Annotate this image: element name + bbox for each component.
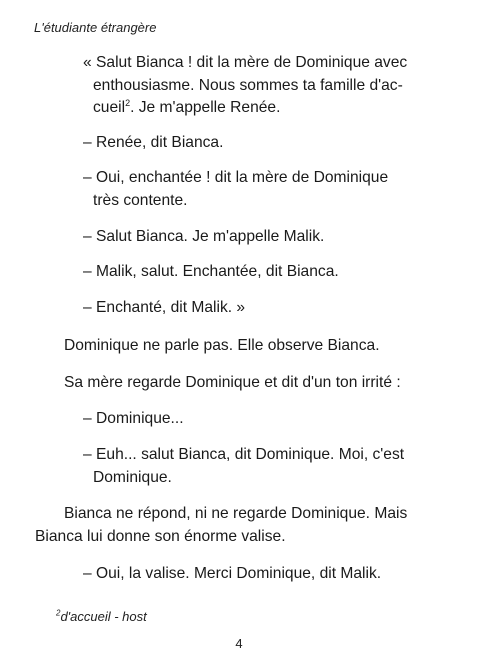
paragraph-narration <box>64 372 401 395</box>
text-fragment: . Je m'appelle Renée. <box>130 99 281 116</box>
footnote-text: d'accueil - host <box>60 609 147 624</box>
text-line: très contente. <box>93 191 188 209</box>
text-line: – Renée, dit Bianca. <box>83 134 224 151</box>
footnote <box>56 609 147 624</box>
footnote-marker: 2 <box>56 608 61 618</box>
page-number: 4 <box>235 636 243 651</box>
text-line: Sa mère regarde Dominique et dit d'un ton irrité : <box>64 374 401 391</box>
paragraph-dialogue <box>83 408 184 431</box>
text-line: enthousiasme. Nous sommes ta famille d'ac- <box>93 76 403 94</box>
paragraph-dialogue <box>83 444 404 489</box>
text-line: Bianca lui donne son énorme valise. <box>35 527 286 545</box>
text-line: « Salut Bianca ! dit la mère de Dominique avec <box>83 54 408 71</box>
text-line: – Malik, salut. Enchantée, dit Bianca. <box>83 263 339 280</box>
text-line: – Dominique... <box>83 410 184 427</box>
text-line: – Oui, la valise. Merci Dominique, dit Malik. <box>83 565 382 582</box>
paragraph-dialogue <box>83 132 223 155</box>
paragraph-dialogue <box>83 226 324 249</box>
paragraph-narration <box>64 335 380 358</box>
text-fragment: cueil <box>93 99 126 116</box>
text-line: – Salut Bianca. Je m'appelle Malik. <box>83 228 325 245</box>
paragraph-dialogue <box>83 563 381 586</box>
text-line: – Enchanté, dit Malik. » <box>83 299 246 316</box>
paragraph-dialogue <box>83 167 388 212</box>
paragraph-narration <box>35 503 408 548</box>
paragraph-dialogue <box>83 261 339 284</box>
paragraph-dialogue <box>83 297 245 320</box>
text-line <box>83 97 407 120</box>
running-header: L'étudiante étrangère <box>34 20 157 35</box>
text-line: Dominique. <box>93 468 172 486</box>
footnote-reference: 2 <box>125 97 131 108</box>
paragraph-dialogue <box>83 52 407 120</box>
text-line: – Euh... salut Bianca, dit Dominique. Moi, c'est <box>83 446 405 463</box>
text-line: – Oui, enchantée ! dit la mère de Dominique <box>83 169 389 186</box>
text-line: Bianca ne répond, ni ne regarde Dominique. Mais <box>64 505 408 522</box>
text-line: Dominique ne parle pas. Elle observe Bianca. <box>64 337 380 354</box>
